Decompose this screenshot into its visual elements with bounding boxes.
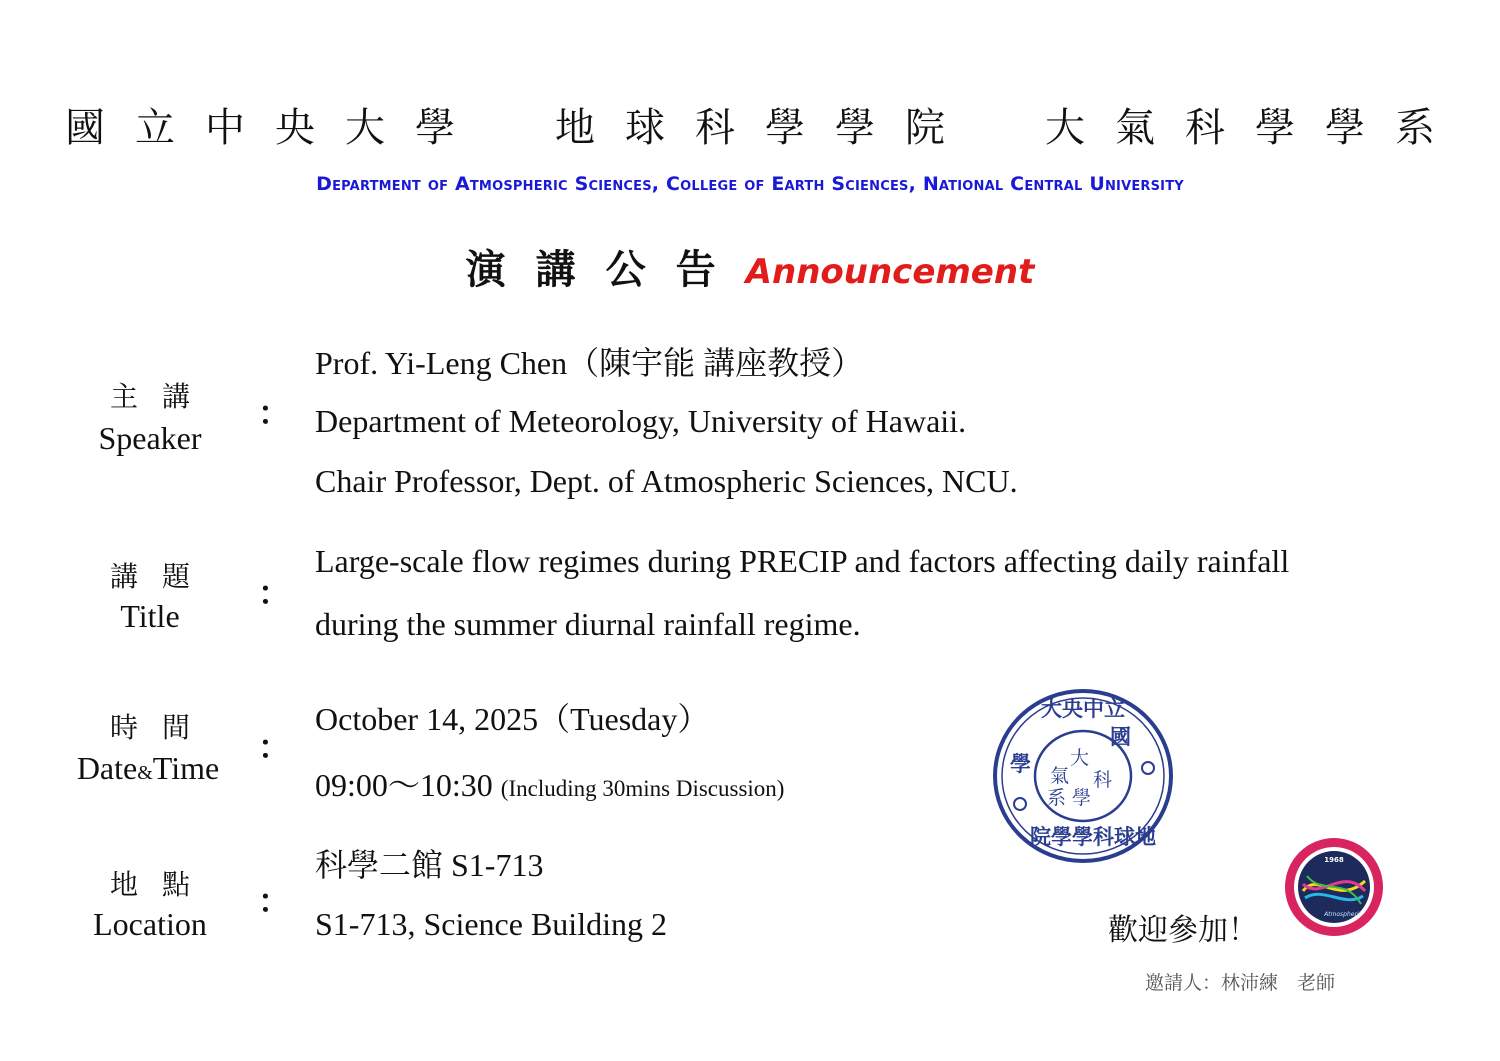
speaker-label-chinese: 主講 (109, 380, 214, 413)
svg-text:院學學科球地: 院學學科球地 (1030, 825, 1156, 849)
speaker-colon: ： (258, 394, 291, 432)
page-title-chinese: 國立中央大學 地球科學學院 大氣科學學系 (65, 105, 1465, 151)
talk-time (315, 760, 784, 806)
page-title-english: Department of Atmospheric Sciences, College of Earth Sciences, National Central University (316, 173, 1184, 195)
department-logo (1283, 836, 1385, 938)
svg-text:大: 大 (1070, 747, 1090, 769)
invited-by: 邀請人：林沛練 老師 (1145, 972, 1336, 994)
department-seal-stamp (990, 686, 1176, 866)
speaker-label-english: Speaker (98, 420, 202, 456)
svg-text:學: 學 (1010, 752, 1031, 776)
location-colon: ： (258, 882, 291, 920)
talk-time-note: (Including 30mins Discussion) (500, 776, 785, 801)
datetime-label-english: Date&Time (76, 750, 220, 786)
welcome-message: 歡迎參加！ (1108, 913, 1258, 948)
svg-text:學: 學 (1072, 787, 1092, 809)
talk-title-line-2: during the summer diurnal rainfall regime. (315, 606, 861, 642)
svg-text:氣: 氣 (1050, 765, 1070, 787)
location-chinese: 科學二館 S1-713 (315, 847, 544, 883)
title-label-chinese: 講題 (109, 560, 214, 593)
announcement-label-chinese: 演講公告 (465, 246, 746, 293)
svg-text:Atmospheric: Atmospheric (1324, 911, 1362, 918)
talk-title-line-1: Large-scale flow regimes during PRECIP and factors affecting daily rainfall (315, 543, 1290, 579)
svg-text:系: 系 (1047, 787, 1067, 809)
speaker-affiliation: Department of Meteorology, University of Hawaii. (315, 403, 967, 439)
svg-text:國: 國 (1110, 725, 1131, 749)
datetime-label-chinese: 時間 (109, 711, 214, 744)
location-english: S1-713, Science Building 2 (315, 906, 667, 942)
speaker-position: Chair Professor, Dept. of Atmospheric Sciences, NCU. (315, 463, 1018, 499)
talk-date: October 14, 2025（Tuesday） (315, 701, 710, 737)
speaker-name: Prof. Yi-Leng Chen（陳宇能 講座教授） (315, 345, 864, 381)
svg-text:大央中立: 大央中立 (1041, 697, 1125, 721)
location-label-english: Location (93, 906, 207, 942)
announcement-label-english: Announcement (745, 252, 1035, 292)
talk-time-range: 09:00～10:30 (315, 767, 493, 803)
datetime-colon: ： (258, 728, 291, 766)
title-colon: ： (258, 574, 291, 612)
announcement-heading (0, 238, 1500, 295)
location-label-chinese: 地點 (109, 868, 214, 901)
title-label-english: Title (120, 598, 180, 634)
svg-text:1968: 1968 (1324, 856, 1344, 864)
svg-text:科: 科 (1093, 769, 1113, 791)
